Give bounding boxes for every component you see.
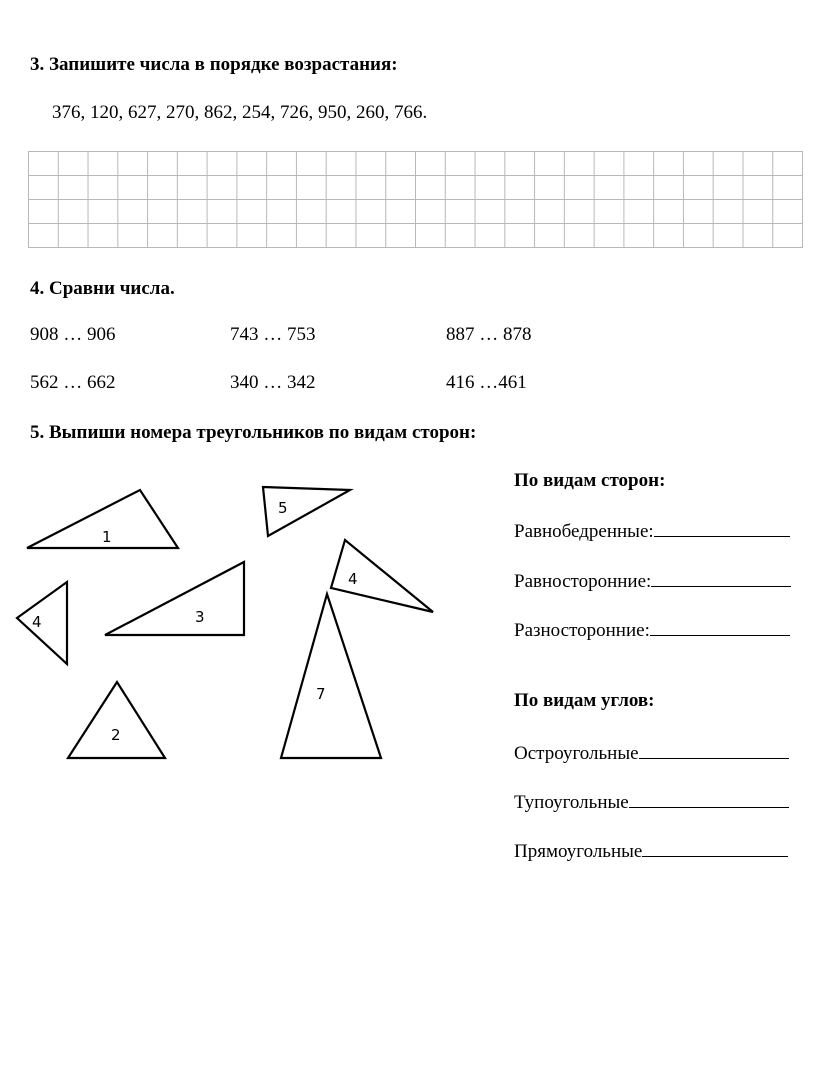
triangle-4-left-label: 4 — [32, 613, 42, 631]
angles-heading: По видам углов: — [514, 690, 655, 711]
right-blank[interactable] — [642, 838, 788, 857]
triangle-2-label: 2 — [111, 726, 121, 744]
answer-grid[interactable] — [28, 151, 803, 248]
compare-pair-2-1: 562 … 662 — [30, 372, 116, 393]
task5-title: 5. Выпиши номера треугольников по видам сторон: — [30, 422, 477, 443]
scalene-label: Разносторонние: — [514, 620, 650, 641]
compare-pair-2-2: 340 … 342 — [230, 372, 316, 393]
obtuse-label: Тупоугольные — [514, 792, 629, 813]
right-label: Прямоугольные — [514, 841, 643, 862]
compare-pair-1-2: 743 … 753 — [230, 324, 316, 345]
equilateral-blank[interactable] — [651, 568, 791, 587]
triangle-4-right — [331, 540, 433, 612]
triangle-3 — [105, 562, 244, 635]
sides-heading: По видам сторон: — [514, 470, 666, 491]
isosceles-label: Равнобедренные: — [514, 521, 654, 542]
acute-label: Остроугольные — [514, 743, 639, 764]
answer-scalene — [514, 617, 790, 642]
compare-pair-1-1: 908 … 906 — [30, 324, 116, 345]
triangle-5 — [263, 487, 350, 536]
answer-equilateral — [514, 568, 791, 593]
triangle-2 — [68, 682, 165, 758]
task4-title: 4. Сравни числа. — [30, 278, 175, 299]
triangle-4-left — [17, 582, 67, 664]
answer-acute — [514, 740, 789, 765]
compare-pair-1-3: 887 … 878 — [446, 324, 532, 345]
triangle-3-label: 3 — [195, 608, 205, 626]
triangle-7-label: 7 — [316, 685, 326, 703]
task3-title: 3. Запишите числа в порядке возрастания: — [30, 54, 398, 75]
triangle-7 — [281, 594, 381, 758]
equilateral-label: Равносторонние: — [514, 571, 652, 592]
triangle-5-label: 5 — [278, 499, 288, 517]
answer-isosceles — [514, 518, 790, 543]
isosceles-blank[interactable] — [654, 518, 790, 537]
acute-blank[interactable] — [639, 740, 789, 759]
triangles-figure — [0, 470, 500, 790]
obtuse-blank[interactable] — [629, 789, 789, 808]
answer-obtuse — [514, 789, 789, 814]
triangle-1-label: 1 — [102, 528, 112, 546]
compare-pair-2-3: 416 …461 — [446, 372, 527, 393]
task3-numbers: 376, 120, 627, 270, 862, 254, 726, 950, 260, 766. — [52, 102, 428, 123]
answer-right — [514, 838, 788, 863]
triangle-4-right-label: 4 — [348, 570, 358, 588]
scalene-blank[interactable] — [650, 617, 790, 636]
